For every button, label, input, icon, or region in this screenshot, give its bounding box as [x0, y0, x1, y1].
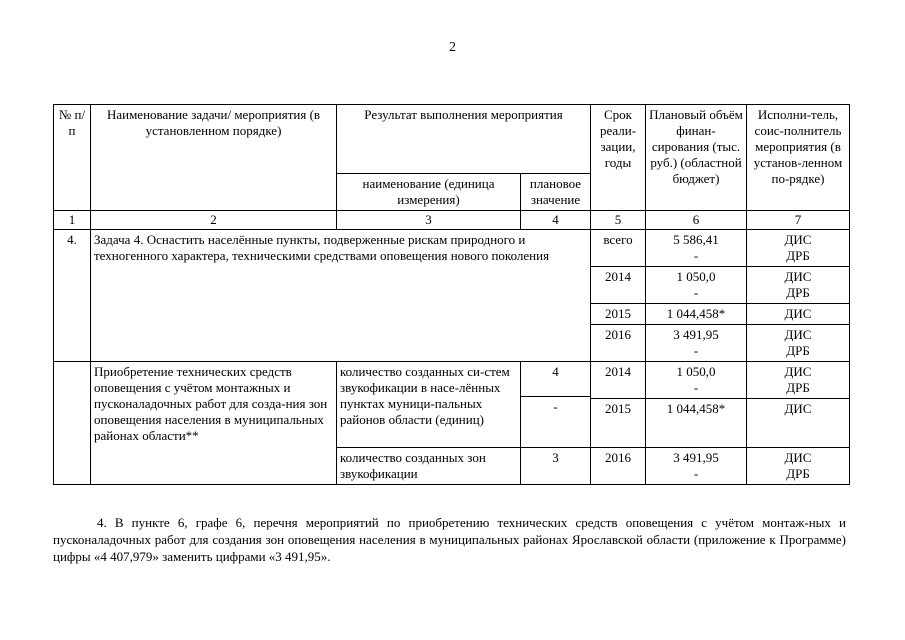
executor-cell: ДИС ДРБ [747, 448, 850, 485]
executor-cell: ДИС ДРБ [747, 325, 850, 362]
volume-cell: 1 050,0 - [646, 267, 747, 304]
header-term: Срок реали-зации, годы [591, 105, 646, 211]
term-cell: 2015 [591, 304, 646, 325]
header-task: Наименование задачи/ мероприятия (в установленном порядке) [91, 105, 337, 211]
term-cell: 2014 [591, 362, 646, 399]
col-number: 2 [91, 211, 337, 230]
header-volume: Плановый объём финан-сирования (тыс. руб.) (областной бюджет) [646, 105, 747, 211]
col-number: 4 [521, 211, 591, 230]
executor-cell: ДИС ДРБ [747, 267, 850, 304]
header-num: № п/п [54, 105, 91, 211]
term-cell: всего [591, 230, 646, 267]
result1-value-2014: 4 [552, 364, 559, 379]
col-number: 7 [747, 211, 850, 230]
term-cell: 2016 [591, 325, 646, 362]
task-num: 4. [54, 230, 91, 362]
executor-cell: ДИС ДРБ [747, 362, 850, 399]
result1-values [521, 362, 591, 448]
volume-cell: 3 491,95 - [646, 448, 747, 485]
volume-cell: 1 044,458* [646, 399, 747, 448]
page-number: 2 [449, 40, 456, 55]
measures-table [53, 104, 850, 485]
volume-cell: 1 050,0 - [646, 362, 747, 399]
column-numbers-row [54, 211, 850, 230]
measure-text: Приобретение технических средств оповещения с учётом монтажных и пусконаладочных работ для созда-ния зон оповещения населения в муниципальных районах области** [91, 362, 337, 485]
header-result-value: плановое значение [521, 174, 591, 211]
col-number: 5 [591, 211, 646, 230]
result2-value: 3 [521, 448, 591, 485]
table-row [54, 230, 850, 267]
header-row [54, 105, 850, 174]
executor-cell: ДИС [747, 399, 850, 448]
col-number: 1 [54, 211, 91, 230]
term-cell: 2015 [591, 399, 646, 448]
measure-num [54, 362, 91, 485]
header-executor: Исполни-тель, соис-полнитель мероприятия (в установ-ленном по-рядке) [747, 105, 850, 211]
term-cell: 2016 [591, 448, 646, 485]
result1-value-2015: - [521, 396, 590, 446]
header-result-name: наименование (единица измерения) [337, 174, 521, 211]
volume-cell: 1 044,458* [646, 304, 747, 325]
volume-cell: 5 586,41 - [646, 230, 747, 267]
header-result: Результат выполнения мероприятия [337, 105, 591, 174]
table-row [54, 362, 850, 399]
amendment-paragraph: 4. В пункте 6, графе 6, перечня мероприятий по приобретению технических средств оповещения с учётом монтаж-ных и пусконаладочных работ для создания зон оповещения населения в муниципальных районах Ярославской области (приложение к Программе) цифры «4 407,979» заменить цифрами «3 491,95». [53, 515, 846, 564]
executor-cell: ДИС ДРБ [747, 230, 850, 267]
result2-name: количество созданных зон звукофикации [337, 448, 521, 485]
task-text: Задача 4. Оснастить населённые пункты, подверженные рискам природного и техногенного характера, техническими средствами оповещения нового поколения [91, 230, 591, 362]
term-cell: 2014 [591, 267, 646, 304]
volume-cell: 3 491,95 - [646, 325, 747, 362]
executor-cell: ДИС [747, 304, 850, 325]
col-number: 6 [646, 211, 747, 230]
col-number: 3 [337, 211, 521, 230]
result1-name: количество созданных си-стем звукофикации в насе-лённых пунктах муници-пальных районов области (единиц) [337, 362, 521, 448]
